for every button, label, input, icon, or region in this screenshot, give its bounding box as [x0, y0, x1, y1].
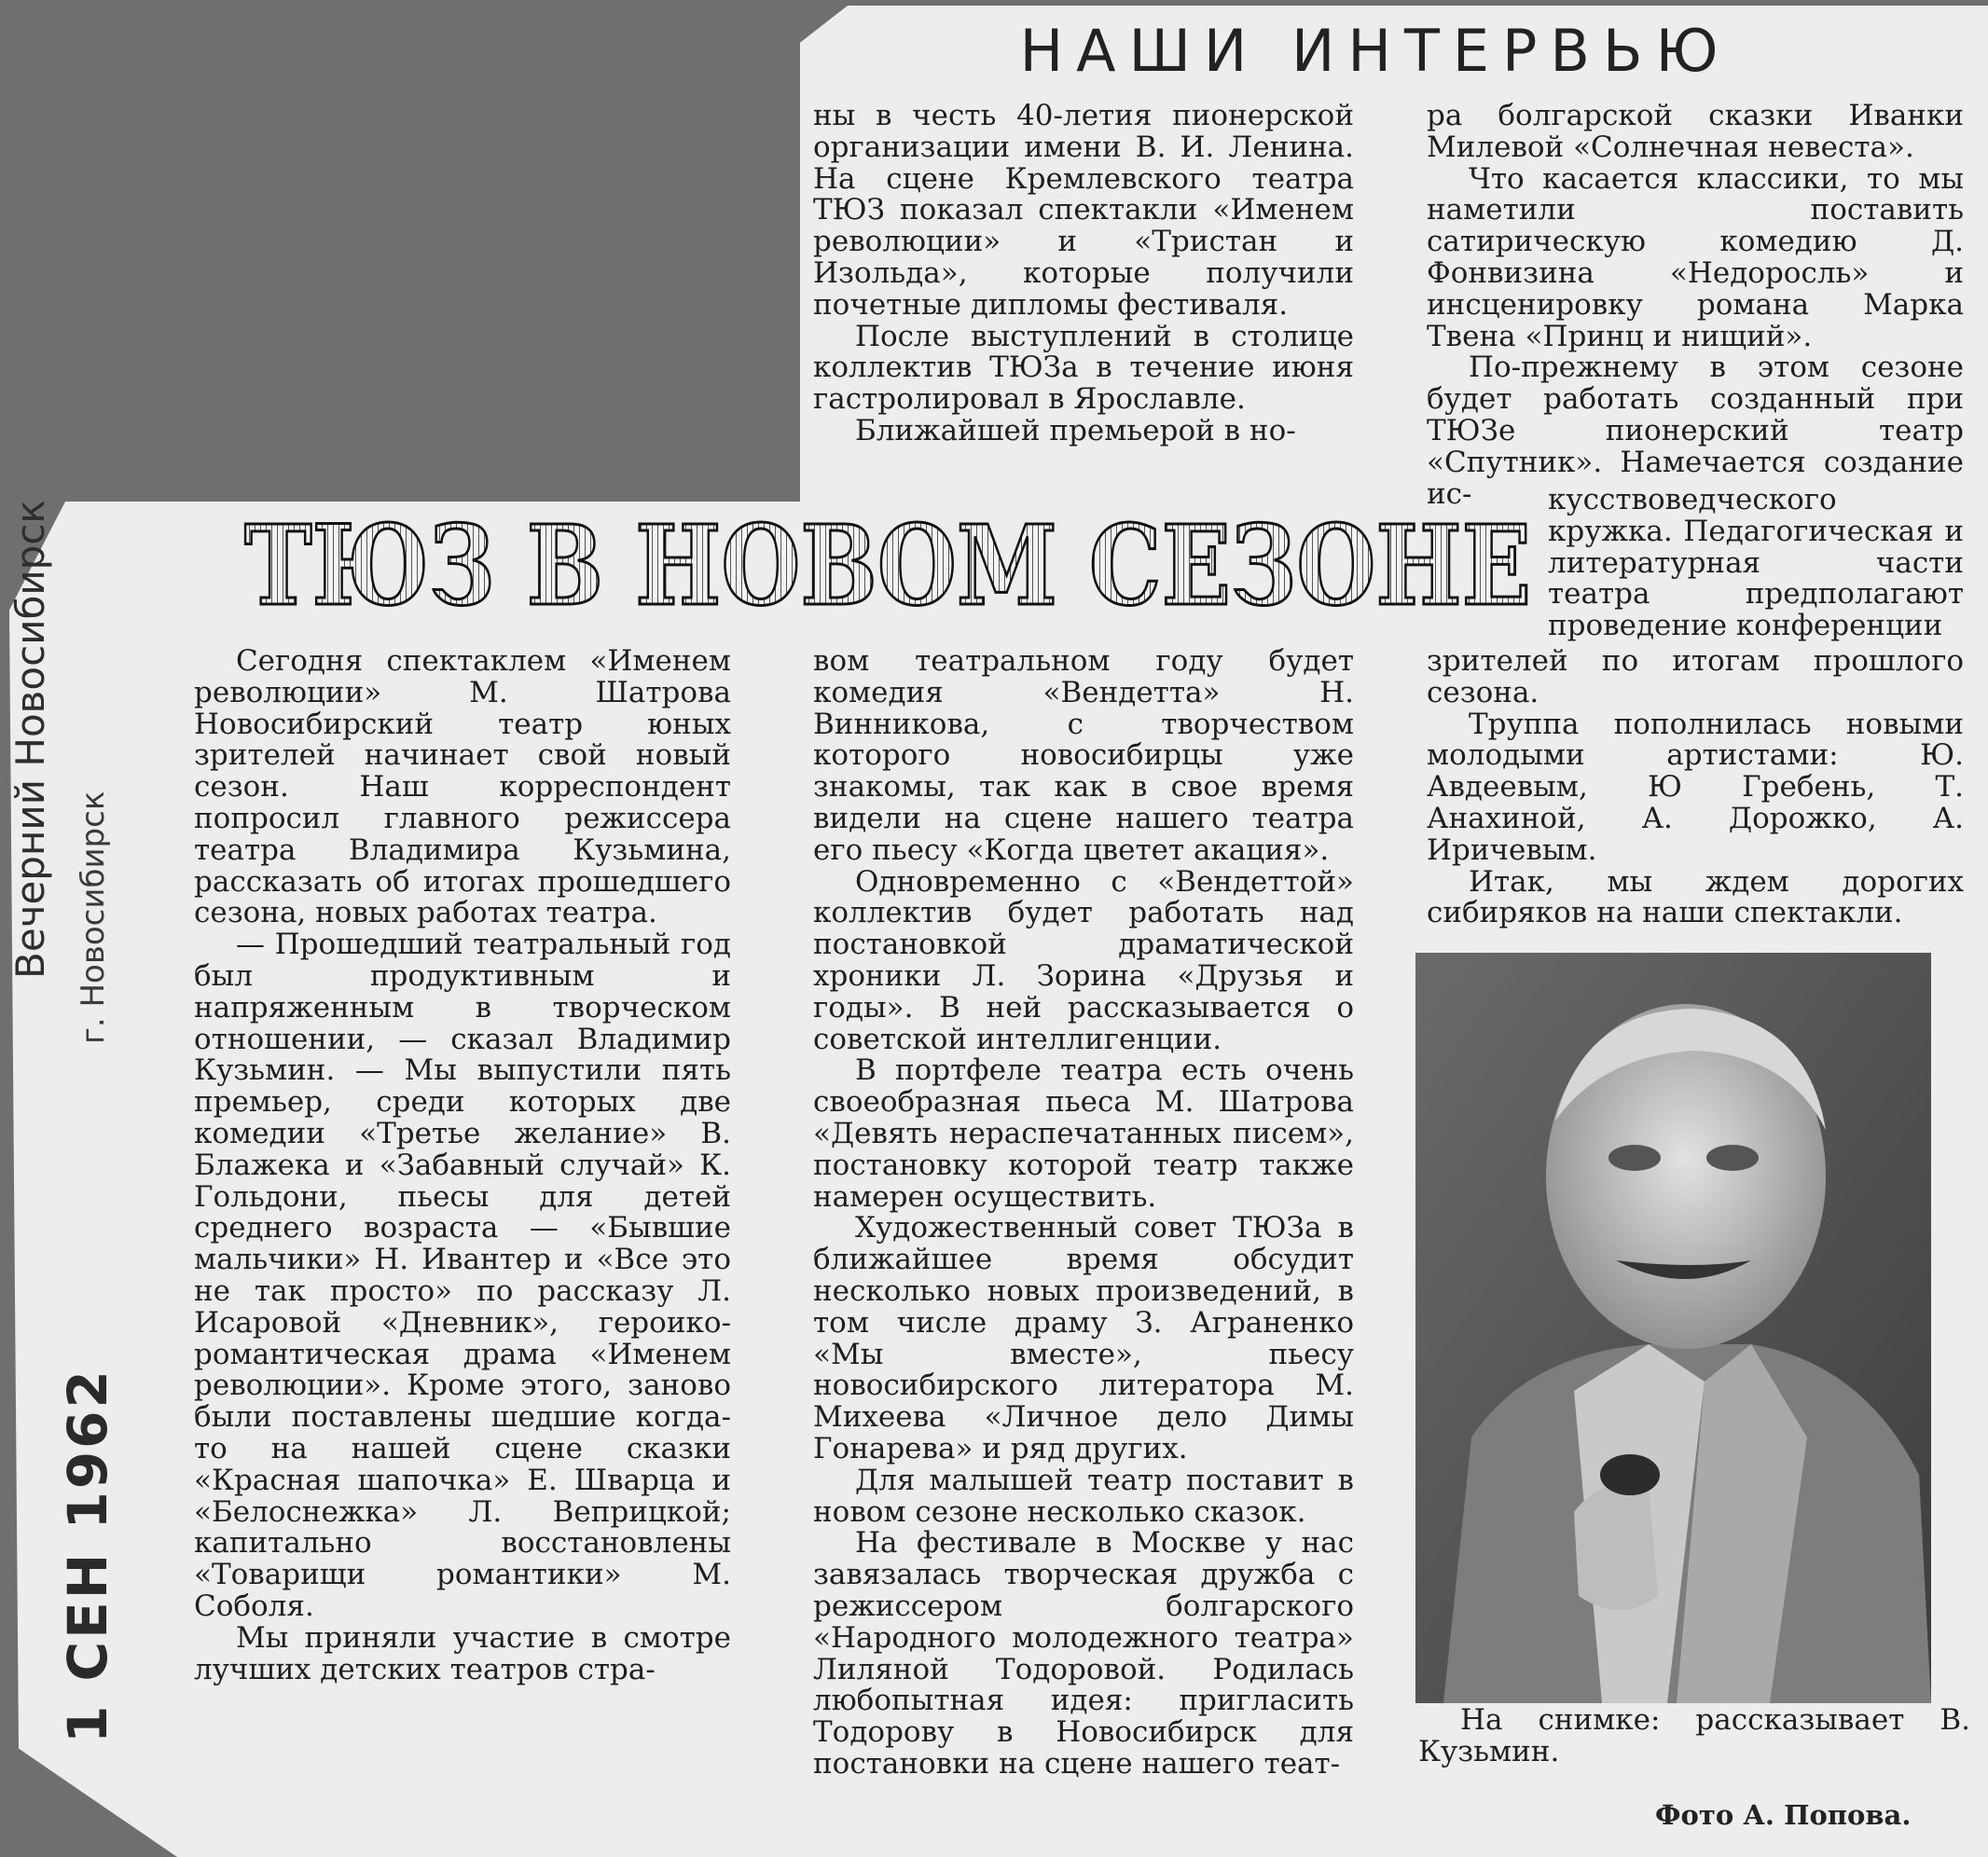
portrait-illustration — [1415, 953, 1931, 1703]
stamp-date: 1 СЕН 1962 — [56, 1368, 119, 1743]
paragraph: Ближайшей премьерой в но- — [854, 413, 1296, 447]
stamp-city: г. Новосибирск — [75, 791, 112, 1044]
paragraph: Что касается классики, то мы наметили поставить сатирическую комедию Д. Фонвизина «Недоросль» и инсценировку романа Марка Твена «Принц и нищий». — [1427, 161, 1964, 353]
paragraph: Итак, мы ждем дорогих сибиряков на наши спектакли. — [1427, 864, 1964, 930]
paragraph: Художественный совет ТЮЗа в ближайшее время обсудит несколько новых произведений, в том числе драму З. Аграненко «Мы вместе», пьесу новосибирского литератора М. Михеева «Личное дело Димы Гонарева» и ряд других. — [813, 1211, 1354, 1465]
paragraph: В портфеле театра есть очень своеобразная пьеса М. Шатрова «Девять нераспечатанных писем», постановку которой театр также намерен осуществить. — [813, 1053, 1354, 1214]
column-2-bottom — [813, 646, 1354, 1781]
paragraph: По-прежнему в этом сезоне будет работать созданный при ТЮЗе пионерский театр «Спутник». Намечается создание ис- — [1427, 351, 1964, 511]
photo-caption — [1418, 1704, 1970, 1768]
paragraph: На фестивале в Москве у нас завязалась творческая дружба с режиссером болгарского «Народного молодежного театра» Лиляной Тодоровой. Родилась любопытная идея: пригласить Тодорову в Новосибирск для постановки на сцене нашего теат- — [813, 1526, 1354, 1781]
stamp-newspaper: Вечерний Новосибирск — [7, 500, 53, 979]
paragraph: ны в честь 40-летия пионерской организации имени В. И. Ленина. На сцене Кремлевского театра ТЮЗ показал спектакли «Именем революции» и «Тристан и Изольда», которые получили почетные дипломы фестиваля. — [813, 99, 1354, 322]
headline-svg — [238, 508, 1539, 615]
paragraph: Сегодня спектаклем «Именем революции» М. Шатрова Новосибирский театр юных зрителей начинает свой новый сезон. Наш корреспондент попросил главного режиссера театра Владимира Кузьмина, рассказать об итогах прошедшего сезона, новых работах театра. — [194, 644, 731, 930]
portrait-photo — [1415, 953, 1931, 1703]
paragraph: Для малышей театр поставит в новом сезоне несколько сказок. — [813, 1463, 1354, 1529]
photo-credit: Фото А. Попова. — [1655, 1799, 1912, 1831]
paragraph: вом театральном году будет комедия «Вендетта» Н. Винникова, с творчеством которого новосибирцы уже знакомы, так как в свое время видели на сцене нашего театра его пьесу «Когда цветет акация». — [813, 644, 1354, 867]
column-1 — [194, 646, 731, 1685]
headline — [238, 508, 1539, 615]
caption-text: На снимке: рассказывает В. Кузьмин. — [1418, 1703, 1970, 1768]
paragraph: Труппа пополнилась новыми молодыми артистами: Ю. Авдеевым, Ю Гребень, Т. Анахиной, А. Дорожко, А. Иричевым. — [1427, 707, 1964, 867]
column-3-top — [1427, 101, 1964, 510]
paragraph: зрителей по итогам прошлого сезона. — [1427, 644, 1964, 709]
column-2-top — [813, 101, 1354, 447]
headline-text: ТЮЗ В НОВОМ СЕЗОНЕ — [244, 508, 1531, 615]
paragraph: — Прошедший театральный год был продуктивным и напряженным в творческом отношении, — сказал Владимир Кузьмин. — Мы выпустили пять премьер, среди которых две комедии «Третье желание» В. Блажека и «Забавный случай» К. Гольдони, пьесы для детей среднего возраста — «Бывшие мальчики» Н. Ивантер и «Все это не так просто» по рассказу Л. Исаровой «Дневник», героико-романтическая драма «Именем революции». Кроме этого, заново были поставлены шедшие когда-то на нашей сцене сказки «Красная шапочка» Е. Шварца и «Белоснежка» Л. Веприцкой; капитально восстановлены «Товарищи романтики» М. Соболя. — [194, 928, 731, 1623]
paragraph: кусствоведческого кружка. Педагогическая и литературная части театра предполагают проведение конференции — [1548, 483, 1964, 643]
section-header: НАШИ ИНТЕРВЬЮ — [1019, 17, 1732, 85]
paragraph: Одновременно с «Вендеттой» коллектив будет работать над постановкой драматической хроники Л. Зорина «Друзья и годы». В ней рассказывается о советской интеллигенции. — [813, 864, 1354, 1056]
column-3-bottom — [1427, 646, 1964, 929]
column-3-mid — [1548, 485, 1964, 642]
paragraph: ра болгарской сказки Иванки Милевой «Солнечная невеста». — [1427, 99, 1964, 164]
paragraph: Мы приняли участие в смотре лучших детских театров стра- — [194, 1620, 731, 1686]
paragraph: После выступлений в столице коллектив ТЮЗа в течение июня гастролировал в Ярославле. — [813, 319, 1354, 417]
